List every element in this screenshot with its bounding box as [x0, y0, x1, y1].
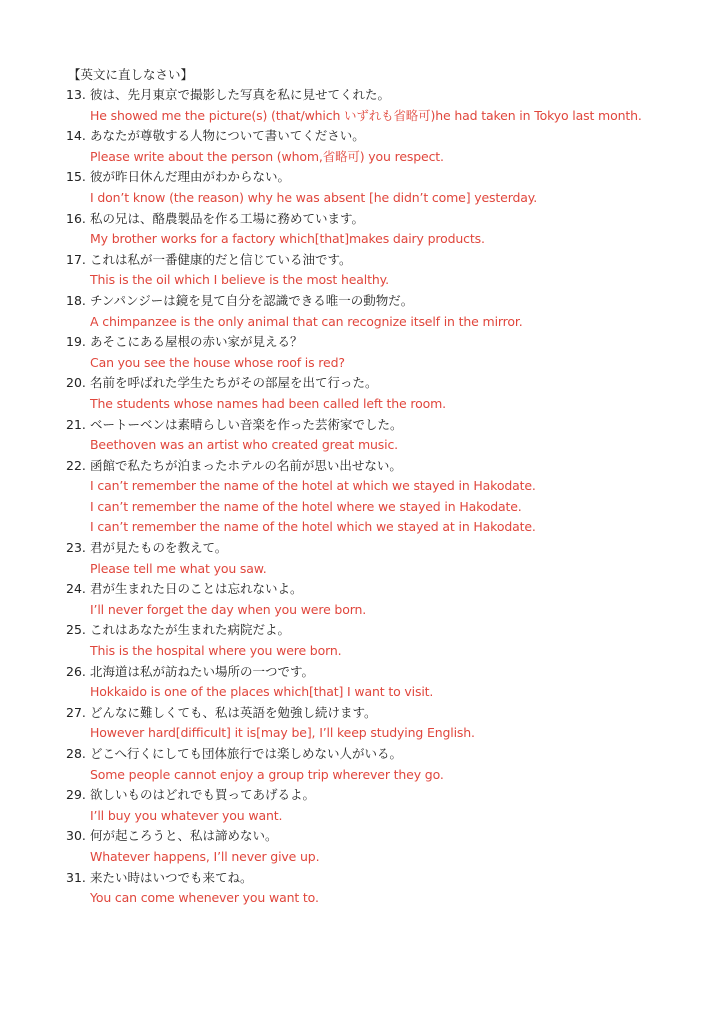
question-number: 26.	[66, 663, 86, 679]
exercise-item	[66, 332, 666, 373]
exercise-item	[66, 85, 666, 126]
exercise-item	[66, 250, 666, 291]
answer-text: Hokkaido is one of the places which[that] I want to visit.	[90, 684, 434, 700]
exercise-list	[66, 85, 666, 909]
exercise-item	[66, 785, 666, 826]
answer-block	[66, 641, 666, 662]
worksheet-heading: 【英文に直しなさい】	[68, 67, 194, 82]
answer-block	[66, 476, 666, 538]
answer-block	[66, 723, 666, 744]
answer-block	[66, 559, 666, 580]
question-number: 19.	[66, 334, 86, 350]
question-line	[66, 415, 666, 436]
answer-block	[66, 147, 666, 168]
answer-text: I can’t remember the name of the hotel at which we stayed in Hakodate.	[90, 478, 536, 494]
question-line	[66, 579, 666, 600]
answer-block	[66, 888, 666, 909]
question-number: 18.	[66, 292, 86, 308]
question-line	[66, 662, 666, 683]
answer-text: A chimpanzee is the only animal that can recognize itself in the mirror.	[90, 313, 523, 329]
answer-text: Beethoven was an artist who created great music.	[90, 437, 399, 453]
answer-block	[66, 353, 666, 374]
answer-text: The students whose names had been called left the room.	[90, 395, 446, 411]
question-text: これはあなたが生まれた病院だよ。	[90, 622, 291, 638]
question-number: 22.	[66, 457, 86, 473]
exercise-item	[66, 662, 666, 703]
answer-block	[66, 847, 666, 868]
exercise-item	[66, 703, 666, 744]
answer-text: I can’t remember the name of the hotel where we stayed in Hakodate.	[90, 498, 522, 514]
question-number: 27.	[66, 704, 86, 720]
question-text: 北海道は私が訪ねたい場所の一つです。	[90, 663, 315, 679]
question-text: 君が見たものを教えて。	[90, 540, 228, 556]
question-text: 彼は、先月東京で撮影した写真を私に見せてくれた。	[90, 87, 391, 102]
answer-text: Please tell me what you saw.	[90, 560, 267, 576]
answer-text: I can’t remember the name of the hotel which we stayed at in Hakodate.	[90, 519, 536, 535]
question-text: 彼が昨日休んだ理由がわからない。	[90, 169, 291, 185]
question-number: 24.	[66, 581, 86, 597]
answer-block	[66, 188, 666, 209]
question-line	[66, 373, 666, 394]
question-line	[66, 126, 666, 147]
answer-text: Whatever happens, I’ll never give up.	[90, 848, 320, 864]
question-text: 名前を呼ばれた学生たちがその部屋を出て行った。	[90, 375, 378, 391]
question-line	[66, 620, 666, 641]
answer-text: This is the hospital where you were born.	[90, 643, 342, 659]
question-text: 私の兄は、酪農製品を作る工場に務めています。	[90, 210, 365, 226]
question-text: 何が起ころうと、私は諦めない。	[90, 828, 278, 844]
answer-text: Please write about the person (whom,省略可) you respect.	[90, 148, 444, 164]
question-line	[66, 456, 666, 477]
question-line	[66, 538, 666, 559]
answer-block	[66, 682, 666, 703]
question-text: あそこにある屋根の赤い家が見える？	[90, 334, 303, 350]
question-number: 28.	[66, 746, 86, 761]
answer-text: Some people cannot enjoy a group trip wherever they go.	[90, 766, 444, 782]
exercise-item	[66, 126, 666, 167]
question-line	[66, 250, 666, 271]
answer-text: You can come whenever you want to.	[90, 890, 319, 906]
exercise-item	[66, 868, 666, 909]
answer-text: This is the oil which I believe is the most healthy.	[90, 272, 389, 288]
answer-block	[66, 312, 666, 333]
exercise-item	[66, 415, 666, 456]
question-number: 14.	[66, 128, 86, 144]
question-text: 君が生まれた日のことは忘れないよ。	[90, 581, 303, 597]
question-number: 31.	[66, 869, 86, 885]
question-number: 21.	[66, 416, 86, 432]
answer-text: He showed me the picture(s) (that/which いずれも省略可)he had taken in Tokyo last month.	[90, 107, 642, 123]
question-line	[66, 868, 666, 889]
question-text: あなたが尊敬する人物について書いてください。	[90, 128, 365, 144]
question-number: 25.	[66, 622, 86, 638]
exercise-item	[66, 538, 666, 579]
exercise-item	[66, 209, 666, 250]
question-number: 30.	[66, 828, 86, 844]
exercise-item	[66, 744, 666, 785]
exercise-item	[66, 826, 666, 867]
question-line	[66, 167, 666, 188]
question-number: 29.	[66, 787, 86, 803]
exercise-item	[66, 456, 666, 538]
answer-block	[66, 435, 666, 456]
exercise-item	[66, 579, 666, 620]
question-number: 20.	[66, 375, 86, 391]
question-number: 13.	[66, 87, 86, 102]
answer-block	[66, 765, 666, 786]
worksheet	[66, 64, 666, 909]
exercise-item	[66, 291, 666, 332]
question-text: どんなに難しくても、私は英語を勉強し続けます。	[90, 704, 377, 720]
answer-block	[66, 270, 666, 291]
answer-text: Can you see the house whose roof is red?	[90, 354, 345, 370]
answer-text: I’ll buy you whatever you want.	[90, 807, 283, 823]
question-text: 欲しいものはどれでも買ってあげるよ。	[90, 787, 316, 803]
answer-block	[66, 106, 666, 127]
question-line	[66, 703, 666, 724]
question-line	[66, 744, 666, 765]
answer-text: My brother works for a factory which[that]makes dairy products.	[90, 231, 485, 247]
answer-text: I don’t know (the reason) why he was absent [he didn’t come] yesterday.	[90, 189, 538, 205]
question-text: 来たい時はいつでも来てね。	[90, 869, 253, 885]
answer-block	[66, 806, 666, 827]
question-line	[66, 291, 666, 312]
question-line	[66, 826, 666, 847]
question-text: ベートーベンは素晴らしい音楽を作った芸術家でした。	[90, 416, 403, 432]
answer-text: I’ll never forget the day when you were born.	[90, 601, 367, 617]
answer-block	[66, 600, 666, 621]
answer-text: However hard[difficult] it is[may be], I’ll keep studying English.	[90, 725, 475, 741]
question-line	[66, 85, 666, 106]
question-line	[66, 332, 666, 353]
question-number: 17.	[66, 251, 86, 267]
question-number: 23.	[66, 540, 86, 556]
question-text: どこへ行くにしても団体旅行では楽しめない人がいる。	[90, 746, 403, 761]
question-line	[66, 209, 666, 230]
exercise-item	[66, 373, 666, 414]
answer-block	[66, 394, 666, 415]
question-text: チンパンジーは鏡を見て自分を認識できる唯一の動物だ。	[90, 292, 414, 308]
question-number: 15.	[66, 169, 86, 185]
answer-block	[66, 229, 666, 250]
question-number: 16.	[66, 210, 86, 226]
question-line	[66, 785, 666, 806]
question-text: 函館で私たちが泊まったホテルの名前が思い出せない。	[90, 457, 402, 473]
exercise-item	[66, 620, 666, 661]
exercise-item	[66, 167, 666, 208]
question-text: これは私が一番健康的だと信じている油です。	[90, 251, 352, 267]
